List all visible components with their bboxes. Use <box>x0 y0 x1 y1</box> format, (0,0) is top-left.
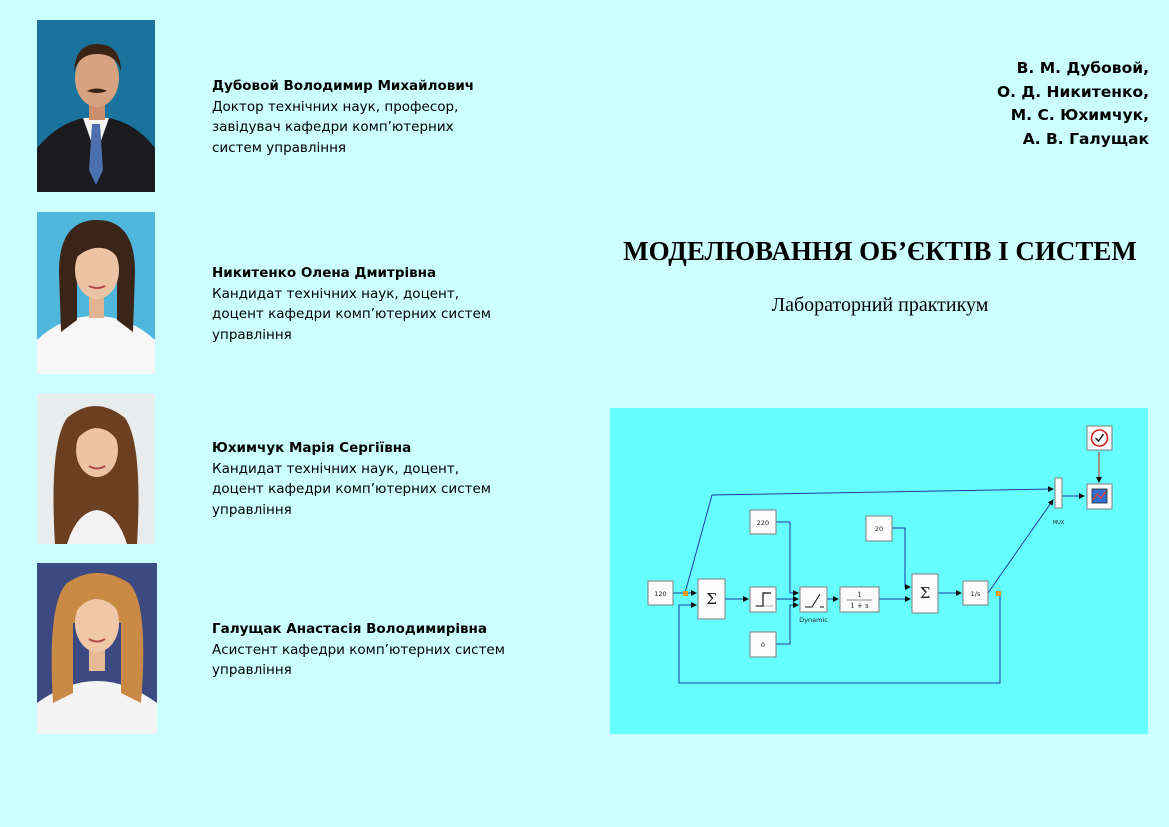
const-0-label: 0 <box>760 641 766 649</box>
person-name: Никитенко Олена Дмитрівна <box>212 265 437 281</box>
author-name: А. В. Галущак <box>1022 129 1149 148</box>
person-title-line: Доктор технічних наук, професор, <box>212 98 459 115</box>
person-name: Юхимчук Марія Сергіївна <box>212 440 412 456</box>
tf-denominator: 1 + s <box>850 602 869 610</box>
photo-nykytenko <box>37 212 155 374</box>
mux-block[interactable] <box>1053 478 1065 526</box>
switch-block[interactable] <box>799 587 828 624</box>
person-title-line: Кандидат технічних наук, доцент, <box>212 460 460 477</box>
portrait-woman-icon <box>37 212 155 374</box>
person-title-line: управління <box>212 326 292 343</box>
bio-halushchak <box>212 619 512 681</box>
scope-block[interactable] <box>1087 484 1112 509</box>
person-title-line: доцент кафедри комп’ютерних систем <box>212 306 491 322</box>
clock-icon <box>1092 430 1108 446</box>
person-title-line: Асистент кафедри комп’ютерних систем <box>212 641 505 658</box>
person-title-line: Кандидат технічних наук, доцент, <box>212 285 460 302</box>
diagram-wires <box>673 452 1099 683</box>
sum-block-2[interactable] <box>912 574 938 613</box>
author-name: М. С. Юхимчук, <box>1010 106 1149 124</box>
mux-label: MUX <box>1052 520 1065 526</box>
person-title-line: завідувач кафедри комп’ютерних <box>212 119 454 135</box>
switch-label: Dynamic <box>799 616 828 624</box>
integrator-block[interactable] <box>963 581 988 605</box>
integrator-label: 1/s <box>970 590 981 598</box>
block-diagram <box>610 408 1148 734</box>
book-subtitle: Лабораторний практикум <box>771 294 989 316</box>
relay-block[interactable] <box>750 587 776 612</box>
bio-yukhymchuk <box>212 438 512 520</box>
person-title-line: доцент кафедри комп’ютерних систем <box>212 481 491 497</box>
portrait-man-icon <box>37 20 155 192</box>
tf-numerator: 1 <box>857 591 862 599</box>
const-0-block[interactable] <box>750 632 776 657</box>
photo-dubovoi <box>37 20 155 192</box>
const-20-block[interactable] <box>866 516 892 541</box>
split-point <box>996 591 1001 596</box>
person-title-line: управління <box>212 501 292 518</box>
sum-block-1[interactable] <box>698 579 725 619</box>
author-list <box>997 57 1149 151</box>
person-name: Галущак Анастасія Володимирівна <box>212 621 487 637</box>
photo-yukhymchuk <box>37 394 155 544</box>
transfer-function-block[interactable] <box>840 587 879 612</box>
const-120-label: 120 <box>654 590 667 598</box>
const-220-block[interactable] <box>750 510 776 534</box>
book-title: МОДЕЛЮВАННЯ ОБ’ЄКТІВ І СИСТЕМ <box>623 236 1137 266</box>
portrait-woman-icon <box>37 394 155 544</box>
author-name: О. Д. Никитенко, <box>996 82 1149 101</box>
const-20-label: 20 <box>874 525 884 533</box>
const-220-label: 220 <box>756 519 770 527</box>
person-name: Дубовой Володимир Михайлович <box>212 78 475 94</box>
bio-dubovoi <box>212 76 512 158</box>
photo-halushchak <box>37 563 157 734</box>
sum-symbol: Σ <box>706 590 717 608</box>
bio-nykytenko <box>212 263 512 345</box>
portrait-woman-icon <box>37 563 157 734</box>
split-point <box>683 591 688 596</box>
author-name: В. М. Дубовой, <box>1016 59 1149 77</box>
const-120-block[interactable] <box>648 581 673 605</box>
sum-symbol: Σ <box>919 584 931 602</box>
clock-block[interactable] <box>1087 426 1112 450</box>
person-title-line: систем управління <box>212 139 347 156</box>
person-title-line: управління <box>212 662 292 678</box>
